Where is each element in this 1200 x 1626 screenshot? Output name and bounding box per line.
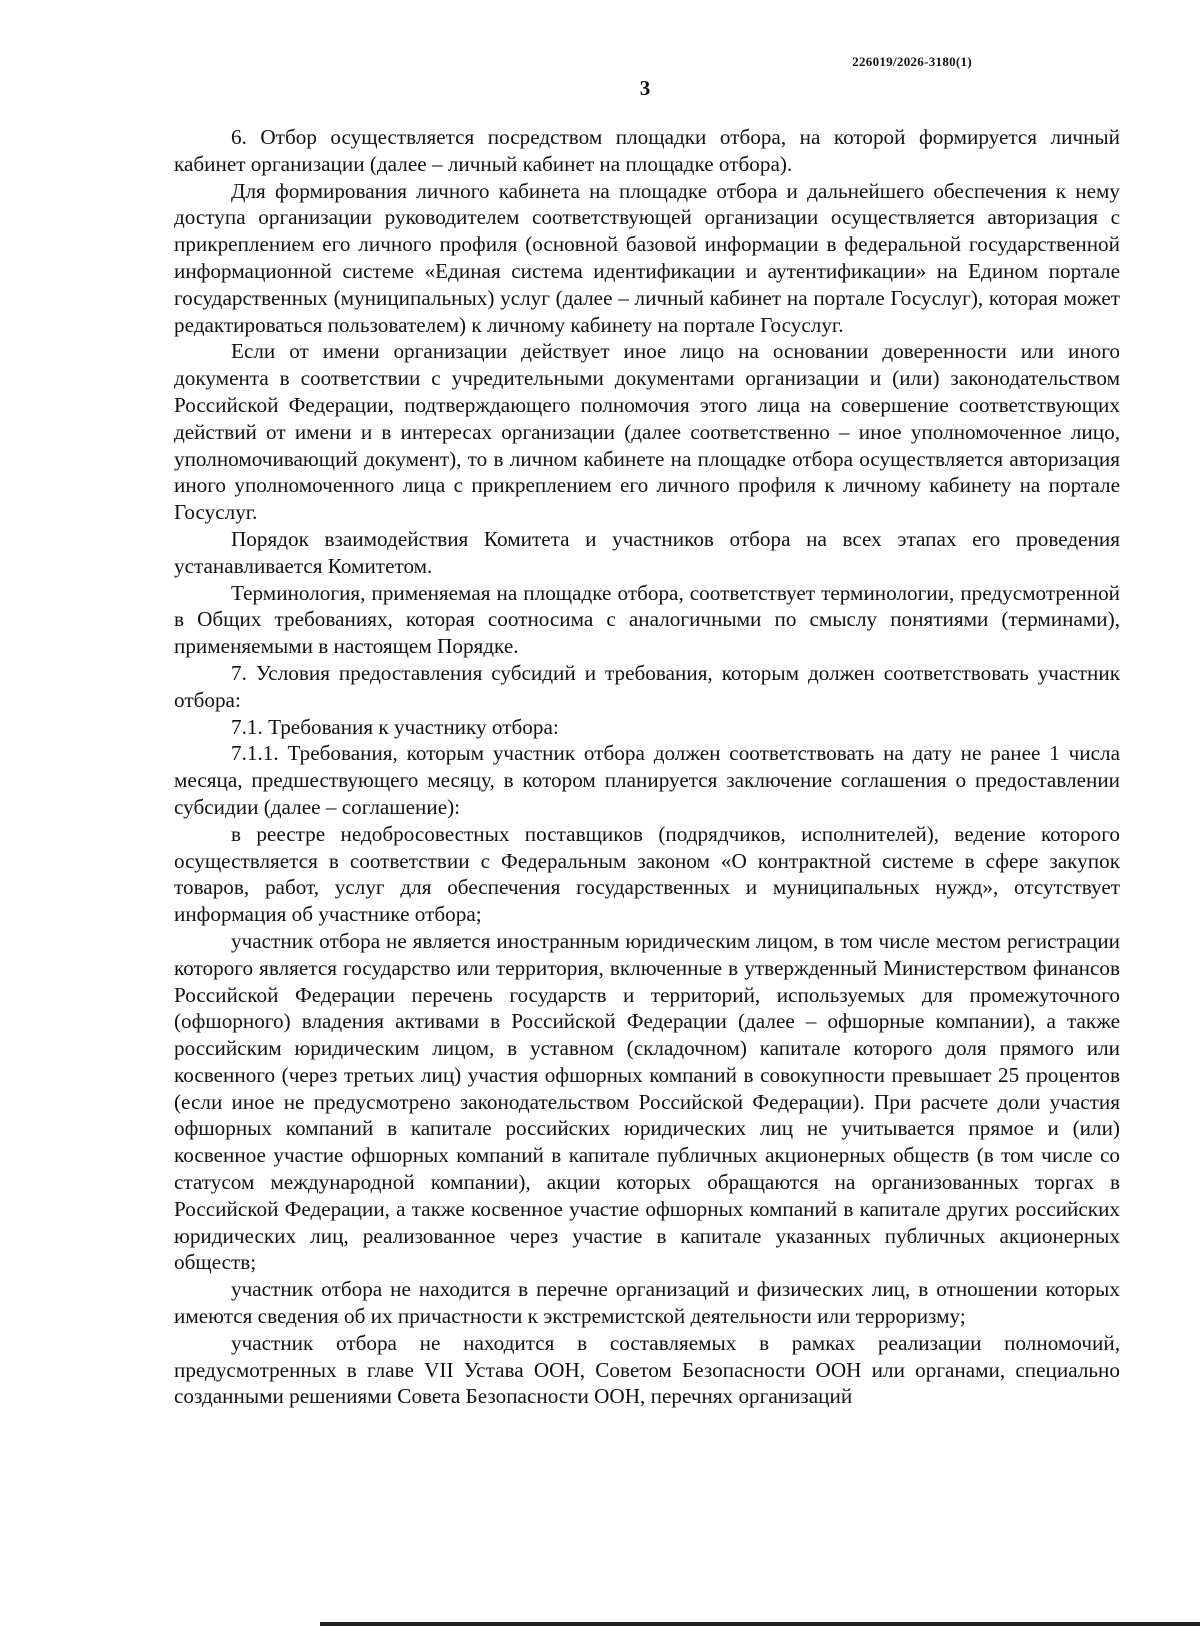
paragraph-extremism: участник отбора не находится в перечне организаций и физических лиц, в отношении которых имеются сведения об их причастности к экстремистской деятельности или терроризму; (174, 1277, 1120, 1329)
paragraph-7-1-1: 7.1.1. Требования, которым участник отбора должен соответствовать на дату не ранее 1 числа месяца, предшествующего месяцу, в котором планируется заключение соглашения о предоставлении субсидии (далее – соглашение): (174, 741, 1120, 819)
paragraph-unfair-suppliers: в реестре недобросовестных поставщиков (подрядчиков, исполнителей), ведение которого осуществляется в соответствии с Федеральным законом «О контрактной системе в сфере закупок товаров, работ, услуг для обеспечения государственных и муниципальных нужд», отсутствует информация об участнике отбора; (174, 821, 1120, 927)
paragraph-6: 6. Отбор осуществляется посредством площадки отбора, на которой формируется личный кабинет организации (далее – личный кабинет на площадке отбора). (174, 125, 1120, 176)
paragraph-personal-cabinet: Для формирования личного кабинета на площадке отбора и дальнейшего обеспечения к нему доступа организации руководителем соответствующей организации осуществляется авторизация с прикреплением его личного профиля (основной базовой информации в федеральной государственной информационной системе «Единая система идентификации и аутентификации» на Едином портале государственных (муниципальных) услуг (далее – личный кабинет на портале Госуслуг), которая может редактироваться пользователем) к личному кабинету на портале Госуслуг. (174, 178, 1120, 337)
document-body (174, 124, 1120, 1410)
paragraph-authorized-person: Если от имени организации действует иное лицо на основании доверенности или иного документа в соответствии с учредительными документами организации и (или) законодательством Российской Федерации, подтверждающего полномочия этого лица на совершение соответствующих действий от имени и в интересах организации (далее соответственно – иное уполномоченное лицо, уполномочивающий документ), то в личном кабинете на площадке отбора осуществляется авторизация иного уполномоченного лица с прикреплением его личного профиля к личному кабинету на портале Госуслуг. (174, 339, 1120, 525)
scan-edge-line (320, 1622, 1200, 1626)
paragraph-un-lists: участник отбора не находится в составляемых в рамках реализации полномочий, предусмотренных в главе VII Устава ООН, Советом Безопасности ООН или органами, специально созданными решениями Совета Безопасности ООН, перечнях организаций (174, 1330, 1120, 1409)
paragraph-interaction-procedure: Порядок взаимодействия Комитета и участников отбора на всех этапах его проведения устанавливается Комитетом. (174, 526, 1120, 578)
paragraph-7: 7. Условия предоставления субсидий и требования, которым должен соответствовать участник отбора: (174, 660, 1120, 712)
page-number: 3 (639, 76, 651, 100)
paragraph-offshore: участник отбора не является иностранным юридическим лицом, в том числе местом регистрации которого является государство или территория, включенные в утвержденный Министерством финансов Российской Федерации перечень государств и территорий, используемых для промежуточного (офшорного) владения активами в Российской Федерации (далее – офшорные компании), а также российским юридическим лицом, в уставном (складочном) капитале которого доля прямого или косвенного (через третьих лиц) участия офшорных компаний в совокупности превышает 25 процентов (если иное не предусмотрено законодательством Российской Федерации). При расчете доли участия офшорных компаний в капитале российских юридических лиц не учитывается прямое и (или) косвенное участие офшорных компаний в капитале публичных акционерных обществ (в том числе со статусом международной компании), акции которых обращаются на организованных торгах в Российской Федерации, а также косвенное участие офшорных компаний в капитале других российских юридических лиц, реализованное через участие в капитале указанных публичных акционерных обществ; (174, 928, 1120, 1275)
document-registration-number: 226019/2026-3180(1) (852, 54, 972, 69)
paragraph-7-1: 7.1. Требования к участнику отбора: (231, 714, 559, 739)
paragraph-terminology: Терминология, применяемая на площадке отбора, соответствует терминологии, предусмотренной в Общих требованиях, которая соотносима с аналогичными по смыслу понятиями (терминами), применяемыми в настоящем Порядке. (174, 580, 1120, 659)
